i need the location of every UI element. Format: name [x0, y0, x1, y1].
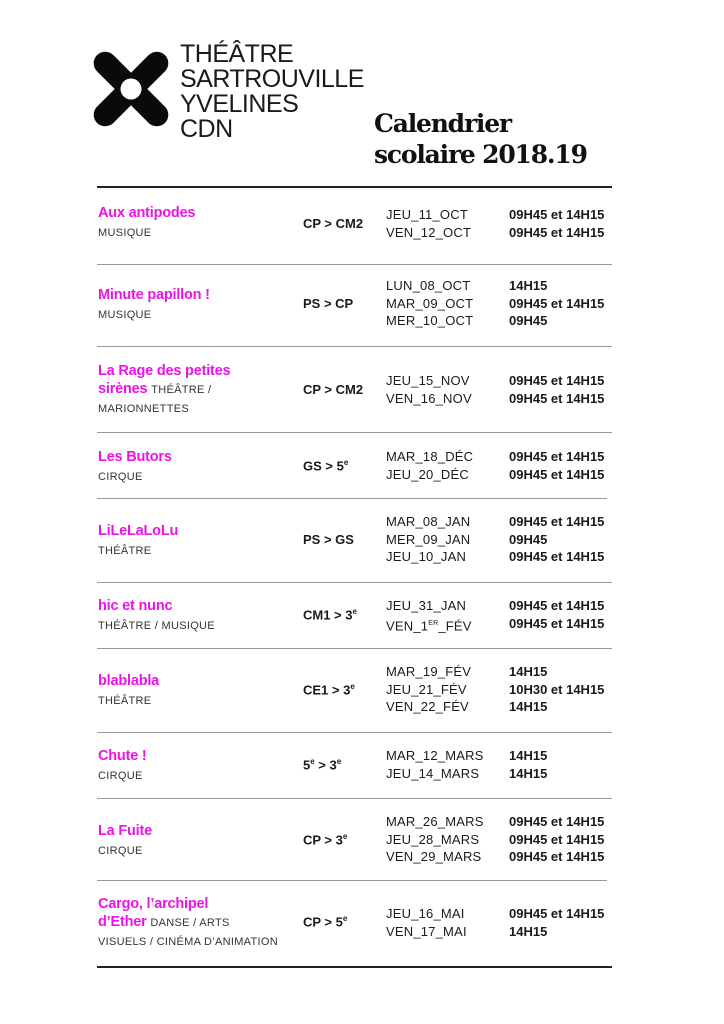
date: MAR_08_JAN [386, 514, 471, 529]
date: MAR_12_MARS [386, 748, 484, 763]
show-title: Aux antipodes [98, 205, 196, 221]
page-title [374, 108, 587, 170]
divider [97, 186, 612, 188]
time-list [509, 448, 629, 483]
date-part: _FÉV [438, 617, 472, 633]
time-list [509, 372, 629, 407]
time: 09H45 et 14H15 [509, 615, 605, 631]
time: 14H15 [509, 765, 548, 781]
date: JEU_15_NOV [386, 373, 470, 388]
divider [97, 264, 612, 265]
divider [97, 966, 612, 968]
date-list [386, 905, 506, 940]
title-line-1: Calendrier [374, 109, 511, 138]
show-title-line: sirènes [98, 381, 148, 397]
date: MAR_26_MARS [386, 814, 484, 829]
ordinal-suffix: e [336, 757, 342, 766]
brand-line: THÉÂTRE [180, 40, 294, 68]
ordinal-suffix: e [342, 914, 348, 923]
show-title: LiLeLaLoLu [98, 523, 179, 539]
time: 09H45 et 14H15 [509, 814, 605, 829]
time-list [509, 905, 629, 940]
ordinal-suffix: e [352, 607, 357, 616]
show-title: Minute papillon ! [98, 287, 210, 303]
date-list [386, 663, 506, 716]
time: 09H45 et 14H15 [509, 373, 605, 388]
time: 09H45 et 14H15 [509, 849, 605, 865]
date: JEU_11_OCT [386, 207, 468, 222]
divider [97, 880, 607, 881]
time-list [509, 513, 629, 566]
class-level: CP > CM2 [303, 216, 364, 231]
time: 14H15 [509, 748, 548, 763]
time-list [509, 206, 629, 241]
show-category: MUSIQUE [98, 309, 152, 321]
show-title [98, 895, 293, 932]
time: 09H45 et 14H15 [509, 390, 605, 406]
date: VEN_12_OCT [386, 224, 472, 240]
show-category: THÉÂTRE / [151, 384, 212, 396]
class-level [303, 757, 383, 772]
time: 09H45 et 14H15 [509, 449, 605, 464]
divider [97, 732, 612, 733]
time: 09H45 [509, 313, 548, 329]
date: VEN_16_NOV [386, 390, 472, 406]
show-category: THÉÂTRE [98, 545, 152, 557]
date: JEU_28_MARS [386, 831, 480, 847]
divider [97, 582, 612, 583]
date-list [386, 277, 506, 330]
class-level-text: 5 [303, 757, 311, 773]
show-title: hic et nunc [98, 598, 173, 614]
show-category: THÉÂTRE [98, 695, 152, 707]
time: 09H45 et 14H15 [509, 598, 605, 613]
show-title-line: d’Ether [98, 914, 147, 930]
date: JEU_14_MARS [386, 765, 480, 781]
show-category: THÉÂTRE / MUSIQUE [98, 620, 215, 632]
time: 14H15 [509, 699, 548, 715]
date: JEU_20_DÉC [386, 466, 469, 482]
class-level-text: CP > 5 [303, 914, 343, 930]
class-level: PS > GS [303, 532, 354, 547]
show-category: VISUELS / CINÉMA D’ANIMATION [98, 936, 278, 948]
class-level [303, 914, 383, 929]
ordinal-suffix: e [342, 832, 348, 841]
brand-line: YVELINES [180, 90, 299, 118]
date: LUN_08_OCT [386, 278, 471, 293]
class-level [303, 832, 383, 847]
show-title [98, 362, 293, 399]
date: MAR_18_DÉC [386, 449, 474, 464]
class-level-text: > 3 [314, 757, 337, 773]
date: MER_10_OCT [386, 313, 474, 329]
time: 09H45 et 14H15 [509, 466, 605, 482]
time: 09H45 et 14H15 [509, 224, 605, 240]
time-list [509, 813, 629, 866]
show-title-line: Cargo, l’archipel [98, 896, 209, 912]
show-category: CIRQUE [98, 471, 143, 483]
date: VEN_17_MAI [386, 923, 467, 939]
class-level [303, 682, 383, 697]
time: 09H45 et 14H15 [509, 207, 605, 222]
ordinal-suffix: e [350, 682, 355, 691]
time: 09H45 et 14H15 [509, 514, 605, 529]
show-category: MARIONNETTES [98, 403, 189, 415]
date: MER_09_JAN [386, 531, 471, 547]
class-level [303, 458, 383, 473]
date: VEN_29_MARS [386, 849, 482, 865]
date: JEU_31_JAN [386, 598, 467, 613]
time: 14H15 [509, 664, 548, 679]
date-list [386, 206, 506, 241]
time-list [509, 747, 629, 782]
date-list [386, 813, 506, 866]
time: 09H45 et 14H15 [509, 906, 605, 921]
time-list [509, 277, 629, 330]
brand-line: CDN [180, 115, 233, 143]
show-category: DANSE / ARTS [150, 917, 230, 929]
time: 14H15 [509, 278, 548, 293]
class-level: PS > CP [303, 296, 354, 311]
class-level [303, 607, 383, 622]
time: 09H45 [509, 531, 548, 547]
title-line-2: scolaire 2018.19 [374, 140, 587, 169]
divider [97, 498, 607, 499]
divider [97, 648, 612, 649]
class-level-text: GS > 5 [303, 458, 344, 474]
date: VEN_22_FÉV [386, 699, 469, 715]
date: MAR_09_OCT [386, 295, 474, 311]
divider [97, 432, 612, 433]
date-list [386, 747, 506, 782]
ordinal-suffix: e [343, 458, 349, 467]
time: 14H15 [509, 923, 548, 939]
x-cross-logo-icon [92, 50, 170, 128]
time: 10H30 et 14H15 [509, 681, 605, 697]
class-level-text: CM1 > 3 [303, 607, 353, 623]
show-title: Chute ! [98, 748, 147, 764]
date-part: VEN_1 [386, 617, 429, 633]
date: JEU_16_MAI [386, 906, 465, 921]
ordinal-suffix: ER [428, 619, 439, 627]
show-title: Les Butors [98, 449, 172, 465]
date [386, 615, 506, 635]
time: 09H45 et 14H15 [509, 831, 605, 847]
show-category: MUSIQUE [98, 227, 152, 239]
time: 09H45 et 14H15 [509, 295, 605, 311]
show-title: blablabla [98, 673, 160, 689]
theatre-name [180, 42, 364, 142]
date: JEU_10_JAN [386, 549, 467, 565]
time-list [509, 663, 629, 716]
show-title-line: La Rage des petites [98, 363, 231, 379]
divider [97, 798, 612, 799]
date-list [386, 372, 506, 407]
show-title: La Fuite [98, 823, 152, 839]
brand-line: SARTROUVILLE [180, 65, 364, 93]
divider [97, 346, 612, 347]
class-level: CP > CM2 [303, 382, 364, 397]
ordinal-suffix: e [310, 757, 315, 766]
date-list [386, 448, 506, 483]
time: 09H45 et 14H15 [509, 549, 605, 565]
class-level-text: CP > 3 [303, 832, 343, 848]
date-list [386, 513, 506, 566]
date: MAR_19_FÉV [386, 664, 472, 679]
class-level-text: CE1 > 3 [303, 682, 351, 698]
date-list [386, 597, 506, 635]
time-list [509, 597, 629, 632]
show-category: CIRQUE [98, 845, 143, 857]
show-category: CIRQUE [98, 770, 143, 782]
date: JEU_21_FÉV [386, 681, 467, 697]
